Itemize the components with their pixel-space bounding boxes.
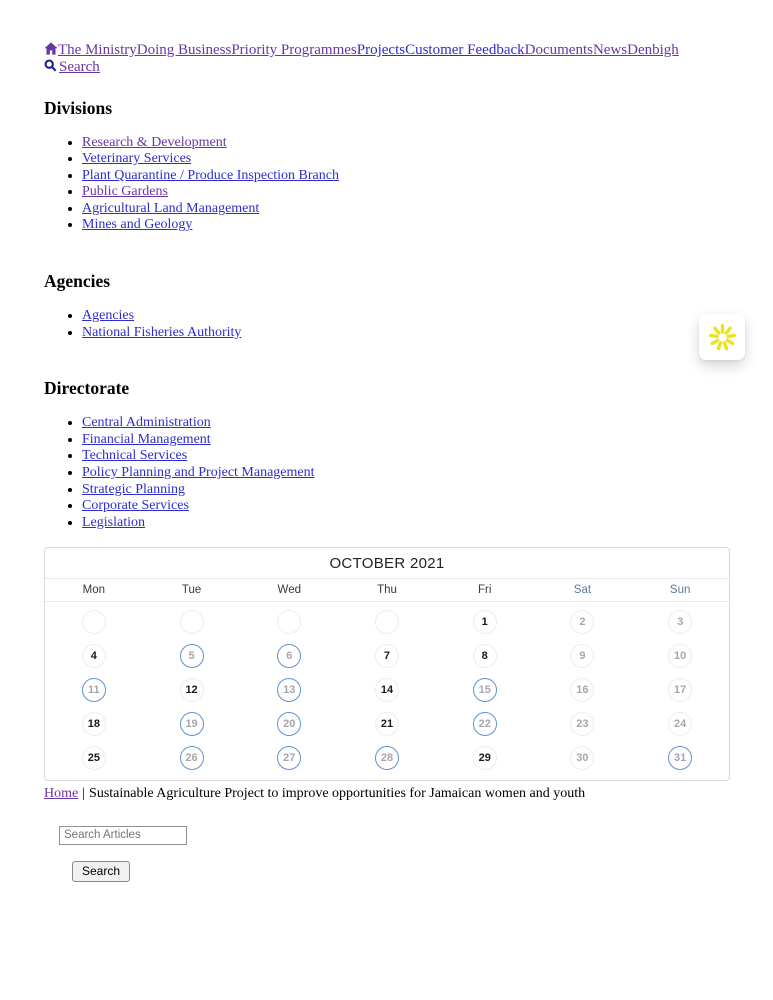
day-circle: 30	[570, 746, 594, 770]
section-list-agencies	[44, 308, 730, 341]
day-header-sat: Sat	[573, 584, 592, 597]
calendar-day-16	[534, 673, 632, 707]
link-agricultural-land-management[interactable]: Agricultural Land Management	[82, 200, 260, 216]
link-strategic-planning[interactable]: Strategic Planning	[82, 481, 186, 497]
day-header-wed: Wed	[277, 584, 301, 597]
calendar-day-8	[436, 639, 534, 673]
list-item	[82, 432, 730, 449]
home-link[interactable]	[44, 42, 58, 58]
nav-link-the-ministry[interactable]: The Ministry	[58, 42, 137, 58]
day-circle: 1	[473, 610, 497, 634]
list-item	[82, 415, 730, 432]
link-legislation[interactable]: Legislation	[82, 514, 145, 530]
list-item	[82, 515, 730, 532]
calendar-day-4	[45, 639, 143, 673]
link-research-development[interactable]: Research & Development	[82, 134, 227, 150]
calendar-day-22[interactable]	[436, 707, 534, 741]
breadcrumb-home-link[interactable]: Home	[44, 786, 79, 802]
calendar-title: OCTOBER 2021	[45, 548, 729, 579]
list-item	[82, 201, 730, 218]
day-circle: 24	[668, 712, 692, 736]
calendar-day-25	[45, 741, 143, 775]
link-policy-planning-and-project-management[interactable]: Policy Planning and Project Management	[82, 465, 315, 481]
calendar-day-3	[631, 605, 729, 639]
day-circle: 9	[570, 644, 594, 668]
calendar-day-2	[534, 605, 632, 639]
day-circle: 18	[82, 712, 106, 736]
empty-day-circle	[180, 610, 204, 634]
empty-day-circle	[375, 610, 399, 634]
calendar-day-6[interactable]	[240, 639, 338, 673]
nav-link-denbigh[interactable]: Denbigh	[627, 42, 679, 58]
calendar-day-27[interactable]	[240, 741, 338, 775]
calendar-day-21	[338, 707, 436, 741]
event-day-circle[interactable]: 19	[180, 712, 204, 736]
day-circle: 29	[473, 746, 497, 770]
search-icon	[44, 59, 57, 72]
list-item	[82, 184, 730, 201]
calendar-day-19[interactable]	[143, 707, 241, 741]
calendar-empty-cell	[45, 605, 143, 639]
calendar-empty-cell	[240, 605, 338, 639]
event-day-circle[interactable]: 13	[277, 678, 301, 702]
event-day-circle[interactable]: 20	[277, 712, 301, 736]
calendar-empty-cell	[143, 605, 241, 639]
link-veterinary-services[interactable]: Veterinary Services	[82, 151, 192, 167]
day-circle: 23	[570, 712, 594, 736]
event-day-circle[interactable]: 5	[180, 644, 204, 668]
calendar	[44, 547, 730, 781]
nav-link-priority-programmes[interactable]: Priority Programmes	[231, 42, 357, 58]
nav-link-doing-business[interactable]: Doing Business	[136, 42, 232, 58]
day-circle: 7	[375, 644, 399, 668]
section-list-directorate	[44, 415, 730, 531]
list-item	[82, 325, 730, 342]
day-header-tue: Tue	[181, 584, 202, 597]
empty-day-circle	[277, 610, 301, 634]
link-agencies[interactable]: Agencies	[82, 308, 135, 324]
event-day-circle[interactable]: 26	[180, 746, 204, 770]
day-header-thu: Thu	[377, 584, 397, 597]
home-icon	[44, 42, 58, 55]
list-item	[82, 482, 730, 499]
calendar-day-31[interactable]	[631, 741, 729, 775]
nav-link-projects[interactable]: Projects	[356, 42, 406, 58]
calendar-empty-cell	[338, 605, 436, 639]
calendar-day-10	[631, 639, 729, 673]
nav-links	[58, 42, 679, 58]
calendar-day-13[interactable]	[240, 673, 338, 707]
calendar-grid	[45, 602, 729, 780]
calendar-day-17	[631, 673, 729, 707]
day-header-fri: Fri	[477, 584, 492, 597]
day-circle: 14	[375, 678, 399, 702]
breadcrumb-separator: |	[82, 786, 86, 802]
event-day-circle[interactable]: 31	[668, 746, 692, 770]
calendar-day-26[interactable]	[143, 741, 241, 775]
calendar-day-14	[338, 673, 436, 707]
day-circle: 3	[668, 610, 692, 634]
calendar-day-9	[534, 639, 632, 673]
list-item	[82, 308, 730, 325]
day-header-mon: Mon	[82, 584, 106, 597]
day-circle: 8	[473, 644, 497, 668]
list-item	[82, 168, 730, 185]
asterisk-icon	[709, 324, 736, 351]
nav-search-link[interactable]	[44, 59, 100, 75]
day-circle: 2	[570, 610, 594, 634]
link-public-gardens[interactable]: Public Gardens	[82, 184, 168, 200]
day-circle: 12	[180, 678, 204, 702]
calendar-day-headers	[45, 579, 729, 602]
day-circle: 21	[375, 712, 399, 736]
nav-search-label: Search	[59, 58, 100, 75]
list-item	[82, 498, 730, 515]
link-central-administration[interactable]: Central Administration	[82, 415, 211, 431]
calendar-day-20[interactable]	[240, 707, 338, 741]
calendar-day-23	[534, 707, 632, 741]
list-item	[82, 465, 730, 482]
event-day-circle[interactable]: 28	[375, 746, 399, 770]
empty-day-circle	[82, 610, 106, 634]
calendar-day-24	[631, 707, 729, 741]
list-item	[82, 135, 730, 152]
link-sections	[44, 98, 730, 532]
link-corporate-services[interactable]: Corporate Services	[82, 498, 189, 514]
calendar-day-28[interactable]	[338, 741, 436, 775]
nav-link-news[interactable]: News	[592, 42, 628, 58]
link-mines-and-geology[interactable]: Mines and Geology	[82, 217, 193, 233]
link-plant-quarantine-produce-inspection-branch[interactable]: Plant Quarantine / Produce Inspection Branch	[82, 167, 339, 183]
event-day-circle[interactable]: 15	[473, 678, 497, 702]
section-list-divisions	[44, 135, 730, 235]
day-circle: 17	[668, 678, 692, 702]
event-day-circle[interactable]: 22	[473, 712, 497, 736]
breadcrumb	[44, 786, 730, 802]
calendar-day-30	[534, 741, 632, 775]
calendar-day-15[interactable]	[436, 673, 534, 707]
nav-link-documents[interactable]: Documents	[524, 42, 593, 58]
section-heading-divisions: Divisions	[44, 97, 113, 118]
calendar-day-7	[338, 639, 436, 673]
event-day-circle[interactable]: 6	[277, 644, 301, 668]
section-heading-directorate: Directorate	[44, 378, 130, 399]
article-search-form	[59, 825, 730, 882]
calendar-day-5[interactable]	[143, 639, 241, 673]
day-circle: 25	[82, 746, 106, 770]
list-item	[82, 217, 730, 234]
event-day-circle[interactable]: 11	[82, 678, 106, 702]
day-circle: 16	[570, 678, 594, 702]
accessibility-widget-button[interactable]	[699, 314, 745, 360]
article-search-input[interactable]	[59, 826, 187, 845]
page-title: Sustainable Agriculture Project to improve opportunities for Jamaican women and youth	[89, 786, 586, 802]
day-header-sun: Sun	[669, 584, 691, 597]
event-day-circle[interactable]: 27	[277, 746, 301, 770]
section-heading-agencies: Agencies	[44, 271, 111, 292]
nav-link-customer-feedback[interactable]: Customer Feedback	[405, 42, 525, 58]
calendar-day-1	[436, 605, 534, 639]
article-search-button[interactable]: Search	[72, 861, 130, 882]
calendar-day-29	[436, 741, 534, 775]
link-national-fisheries-authority[interactable]: National Fisheries Authority	[82, 324, 242, 340]
calendar-day-18	[45, 707, 143, 741]
day-circle: 4	[82, 644, 106, 668]
calendar-day-12	[143, 673, 241, 707]
day-circle: 10	[668, 644, 692, 668]
top-navigation	[44, 42, 730, 76]
list-item	[82, 448, 730, 465]
link-financial-management[interactable]: Financial Management	[82, 431, 211, 447]
list-item	[82, 151, 730, 168]
link-technical-services[interactable]: Technical Services	[82, 448, 188, 464]
calendar-day-11[interactable]	[45, 673, 143, 707]
